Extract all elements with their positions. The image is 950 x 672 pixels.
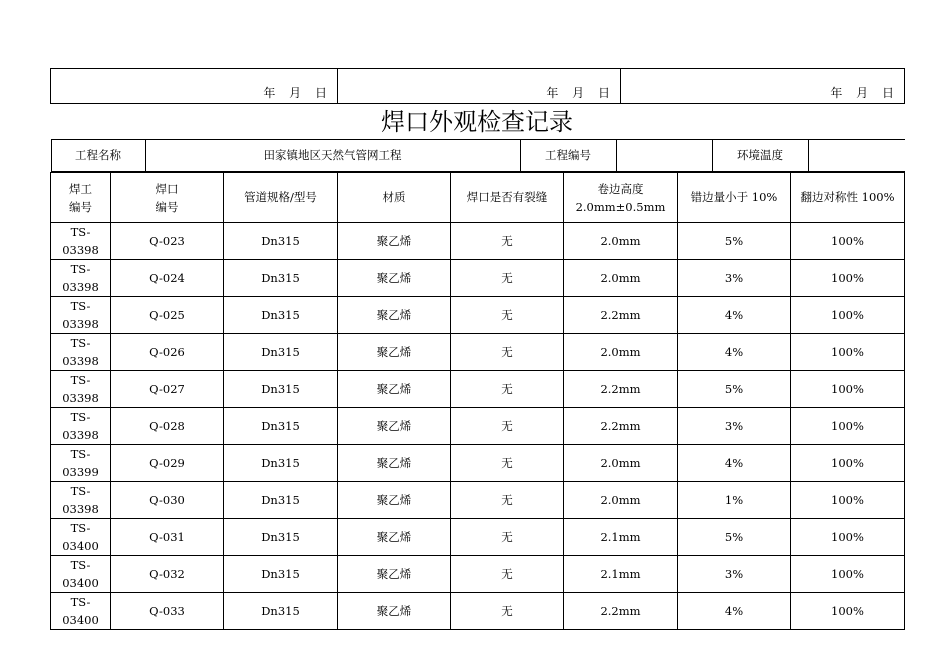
material-cell: 聚乙烯	[338, 408, 451, 445]
project-info-row	[51, 139, 905, 173]
column-header-row	[51, 173, 905, 223]
table-row	[51, 556, 905, 593]
header-bead-line2: 2.0mm±0.5mm	[575, 199, 666, 214]
header-joint-line1: 焊口	[155, 181, 179, 196]
misalignment-cell: 4%	[678, 334, 791, 371]
welder-id-prefix: TS-	[70, 447, 91, 461]
misalignment-cell: 3%	[678, 556, 791, 593]
table-body	[51, 223, 905, 630]
table-row	[51, 482, 905, 519]
header-welder-line1: 焊工	[69, 181, 92, 196]
material-cell: 聚乙烯	[338, 482, 451, 519]
welder-id-prefix: TS-	[70, 225, 91, 239]
project-name-value: 田家镇地区天然气管网工程	[145, 140, 520, 172]
crack-cell: 无	[451, 260, 564, 297]
table-row	[51, 445, 905, 482]
pipe-spec-cell: Dn315	[224, 408, 338, 445]
misalignment-cell: 5%	[678, 371, 791, 408]
misalignment-cell: 5%	[678, 223, 791, 260]
joint-id-cell: Q-031	[111, 519, 224, 556]
material-cell: 聚乙烯	[338, 445, 451, 482]
symmetry-cell: 100%	[791, 408, 905, 445]
welder-id-cell	[51, 223, 111, 260]
table-row	[51, 260, 905, 297]
symmetry-cell: 100%	[791, 445, 905, 482]
misalignment-cell: 4%	[678, 445, 791, 482]
material-cell: 聚乙烯	[338, 593, 451, 630]
bead-height-cell: 2.2mm	[564, 297, 678, 334]
crack-cell: 无	[451, 223, 564, 260]
misalignment-cell: 1%	[678, 482, 791, 519]
material-cell: 聚乙烯	[338, 334, 451, 371]
material-cell: 聚乙烯	[338, 260, 451, 297]
welder-id-prefix: TS-	[70, 521, 91, 535]
bead-height-cell: 2.2mm	[564, 593, 678, 630]
crack-cell: 无	[451, 297, 564, 334]
welder-id-cell	[51, 519, 111, 556]
welder-id-cell	[51, 408, 111, 445]
welder-id-number: 03398	[62, 317, 99, 331]
symmetry-cell: 100%	[791, 297, 905, 334]
welder-id-prefix: TS-	[70, 484, 91, 498]
welder-id-cell	[51, 593, 111, 630]
misalignment-cell: 4%	[678, 297, 791, 334]
pipe-spec-cell: Dn315	[224, 371, 338, 408]
joint-id-cell: Q-028	[111, 408, 224, 445]
pipe-spec-cell: Dn315	[224, 334, 338, 371]
crack-cell: 无	[451, 371, 564, 408]
welder-id-number: 03399	[62, 465, 99, 479]
crack-cell: 无	[451, 519, 564, 556]
bead-height-cell: 2.0mm	[564, 260, 678, 297]
joint-id-cell: Q-033	[111, 593, 224, 630]
welder-id-prefix: TS-	[70, 558, 91, 572]
header-joint-line2: 编号	[155, 199, 179, 214]
material-cell: 聚乙烯	[338, 371, 451, 408]
welder-id-cell	[51, 334, 111, 371]
symmetry-cell: 100%	[791, 593, 905, 630]
table-row	[51, 297, 905, 334]
header-welder-id	[51, 173, 111, 223]
table-row	[51, 593, 905, 630]
inspection-table	[50, 139, 905, 630]
joint-id-cell: Q-025	[111, 297, 224, 334]
symmetry-cell: 100%	[791, 519, 905, 556]
welder-id-number: 03398	[62, 391, 99, 405]
misalignment-cell: 3%	[678, 260, 791, 297]
header-pipe-spec: 管道规格/型号	[224, 173, 338, 223]
bead-height-cell: 2.0mm	[564, 334, 678, 371]
joint-id-cell: Q-030	[111, 482, 224, 519]
symmetry-cell: 100%	[791, 334, 905, 371]
bead-height-cell: 2.2mm	[564, 371, 678, 408]
material-cell: 聚乙烯	[338, 223, 451, 260]
table-row	[51, 408, 905, 445]
header-bead-height	[564, 173, 678, 223]
bead-height-cell: 2.1mm	[564, 556, 678, 593]
pipe-spec-cell: Dn315	[224, 223, 338, 260]
material-cell: 聚乙烯	[338, 519, 451, 556]
joint-id-cell: Q-029	[111, 445, 224, 482]
material-cell: 聚乙烯	[338, 556, 451, 593]
table-row	[51, 334, 905, 371]
welder-id-number: 03400	[62, 576, 99, 590]
welder-id-number: 03398	[62, 280, 99, 294]
joint-id-cell: Q-023	[111, 223, 224, 260]
signature-date-3: 年 月 日	[621, 69, 905, 104]
welder-id-number: 03398	[62, 243, 99, 257]
table-row	[51, 371, 905, 408]
bead-height-cell: 2.2mm	[564, 408, 678, 445]
welder-id-prefix: TS-	[70, 336, 91, 350]
material-cell: 聚乙烯	[338, 297, 451, 334]
misalignment-cell: 4%	[678, 593, 791, 630]
symmetry-cell: 100%	[791, 260, 905, 297]
welder-id-cell	[51, 260, 111, 297]
header-welder-line2: 编号	[69, 199, 92, 214]
pipe-spec-cell: Dn315	[224, 556, 338, 593]
welder-id-number: 03398	[62, 428, 99, 442]
symmetry-cell: 100%	[791, 371, 905, 408]
welder-id-prefix: TS-	[70, 262, 91, 276]
signature-date-1: 年 月 日	[51, 69, 338, 104]
welder-id-prefix: TS-	[70, 373, 91, 387]
welder-id-cell	[51, 297, 111, 334]
ambient-temp-label: 环境温度	[712, 140, 808, 172]
pipe-spec-cell: Dn315	[224, 482, 338, 519]
crack-cell: 无	[451, 334, 564, 371]
joint-id-cell: Q-026	[111, 334, 224, 371]
welder-id-cell	[51, 482, 111, 519]
table-row	[51, 519, 905, 556]
welder-id-cell	[51, 371, 111, 408]
joint-id-cell: Q-024	[111, 260, 224, 297]
signature-date-2: 年 月 日	[338, 69, 621, 104]
crack-cell: 无	[451, 445, 564, 482]
pipe-spec-cell: Dn315	[224, 260, 338, 297]
bead-height-cell: 2.0mm	[564, 482, 678, 519]
pipe-spec-cell: Dn315	[224, 445, 338, 482]
project-code-label: 工程编号	[520, 140, 616, 172]
crack-cell: 无	[451, 593, 564, 630]
symmetry-cell: 100%	[791, 556, 905, 593]
welder-id-number: 03398	[62, 354, 99, 368]
welder-id-prefix: TS-	[70, 410, 91, 424]
crack-cell: 无	[451, 482, 564, 519]
welder-id-number: 03400	[62, 539, 99, 553]
welder-id-number: 03398	[62, 502, 99, 516]
pipe-spec-cell: Dn315	[224, 593, 338, 630]
bead-height-cell: 2.0mm	[564, 223, 678, 260]
symmetry-cell: 100%	[791, 482, 905, 519]
crack-cell: 无	[451, 556, 564, 593]
header-crack: 焊口是否有裂缝	[451, 173, 564, 223]
joint-id-cell: Q-032	[111, 556, 224, 593]
welder-id-number: 03400	[62, 613, 99, 627]
symmetry-cell: 100%	[791, 223, 905, 260]
ambient-temp-value	[808, 140, 905, 172]
joint-id-cell: Q-027	[111, 371, 224, 408]
welder-id-cell	[51, 556, 111, 593]
welder-id-cell	[51, 445, 111, 482]
misalignment-cell: 5%	[678, 519, 791, 556]
header-material: 材质	[338, 173, 451, 223]
project-code-value	[616, 140, 712, 172]
table-row	[51, 223, 905, 260]
project-name-label: 工程名称	[51, 140, 145, 172]
signature-table	[50, 68, 905, 104]
misalignment-cell: 3%	[678, 408, 791, 445]
welder-id-prefix: TS-	[70, 595, 91, 609]
header-symmetry: 翻边对称性 100%	[791, 173, 905, 223]
document-title: 焊口外观检查记录	[381, 108, 573, 136]
header-misalignment: 错边量小于 10%	[678, 173, 791, 223]
header-bead-line1: 卷边高度	[597, 181, 644, 196]
welder-id-prefix: TS-	[70, 299, 91, 313]
bead-height-cell: 2.1mm	[564, 519, 678, 556]
pipe-spec-cell: Dn315	[224, 297, 338, 334]
bead-height-cell: 2.0mm	[564, 445, 678, 482]
crack-cell: 无	[451, 408, 564, 445]
header-joint-id	[111, 173, 224, 223]
pipe-spec-cell: Dn315	[224, 519, 338, 556]
